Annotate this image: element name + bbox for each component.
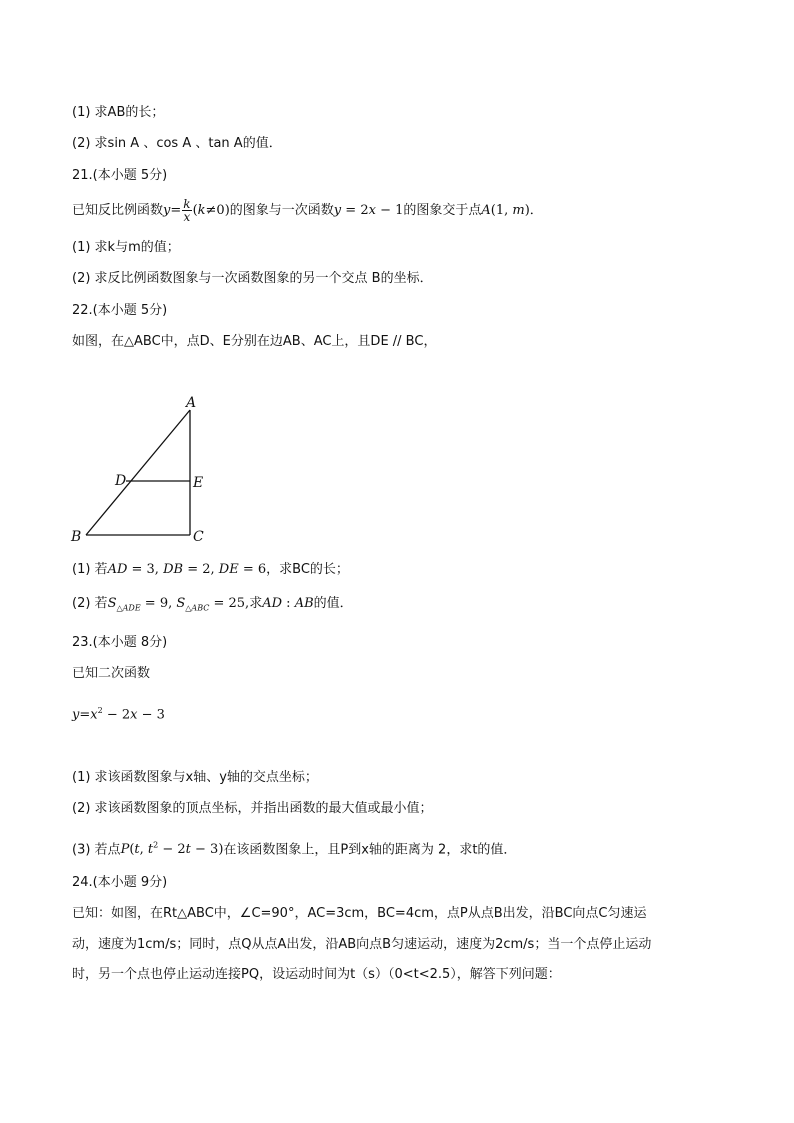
q21-header: 21.(本小题 5分) — [72, 168, 168, 183]
q23-part1: (1) 求该函数图象与x轴、y轴的交点坐标； — [72, 770, 318, 785]
vertex-c-label: C — [193, 529, 204, 545]
q21-formula-inverse: y= $\frac{k}{x}$ (k≠0) — [163, 197, 230, 224]
q24-line3: 时，另一个点也停止运动连接PQ，设运动时间为t（s）（0<t<2.5），解答下列问题： — [72, 967, 561, 982]
q21-part2: (2) 求反比例函数图象与一次函数图象的另一个交点 B的坐标． — [72, 271, 433, 286]
vertex-b-label: B — [71, 529, 82, 545]
q21-stem-c: 的图象交于点 — [403, 203, 482, 218]
q22-part2: (2) 若$S_{\triangle ADE} = 9$, $S_{\triangle ABC} = 25$,求AD : AB的值． — [72, 596, 353, 613]
q22-p1-givens: AD = 3, DB = 2, DE = 6 — [107, 562, 267, 577]
q22-p2-givens: $S_{\triangle ADE} = 9$, $S_{\triangle ABC} = 25$, — [107, 596, 250, 613]
q23-part3: (3) 若点P(t, $t^2 - 2t - 3$)在该函数图象上，且P到x轴的距离为 2，求t的值． — [72, 841, 517, 858]
q21-stem — [72, 198, 543, 224]
q22-ratio: AD : AB — [262, 596, 314, 611]
q21-stem-a: 已知反比例函数 — [72, 203, 164, 218]
q20-part1: (1) 求AB的长； — [72, 105, 165, 120]
q22-header: 22.(本小题 5分) — [72, 303, 168, 318]
q24-line1: 已知：如图，在Rt△ABC中，∠C=90°，AC=3cm，BC=4cm，点P从点B出发，沿BC向点C匀速运 — [72, 906, 647, 921]
q23-stem: 已知二次函数 — [72, 666, 151, 681]
q23-part2: (2) 求该函数图象的顶点坐标，并指出函数的最大值或最小值； — [72, 801, 433, 816]
q24-header: 24.(本小题 9分) — [72, 875, 168, 890]
q23-function: $y=x^2 - 2x - 3$ — [72, 706, 165, 723]
side-ba — [86, 410, 190, 535]
q23-point-p: P(t, $t^2 - 2t - 3$) — [120, 841, 224, 858]
point-d-label: D — [115, 473, 127, 489]
vertex-a-label: A — [186, 395, 197, 411]
q21-point-a: A(1, m)． — [481, 203, 543, 218]
point-e-label: E — [193, 475, 204, 491]
q24-line2: 动，速度为1cm/s；同时，点Q从点A出发，沿AB向点B匀速运动，速度为2cm/s；当一个点停止运动 — [72, 937, 652, 952]
q21-formula-linear: y = 2x − 1 — [333, 203, 404, 218]
q22-stem: 如图，在△ABC中，点D、E分别在边AB、AC上，且DE // BC， — [72, 334, 437, 349]
q23-header: 23.(本小题 8分) — [72, 635, 168, 650]
q21-part1: (1) 求k与m的值； — [72, 240, 180, 255]
q22-triangle-figure — [66, 390, 226, 550]
q22-part1: (1) 若AD = 3, DB = 2, DE = 6，求BC的长； — [72, 562, 349, 577]
q21-stem-b: 的图象与一次函数 — [229, 203, 334, 218]
q20-part2: (2) 求sin A 、cos A 、tan A的值． — [72, 136, 282, 151]
